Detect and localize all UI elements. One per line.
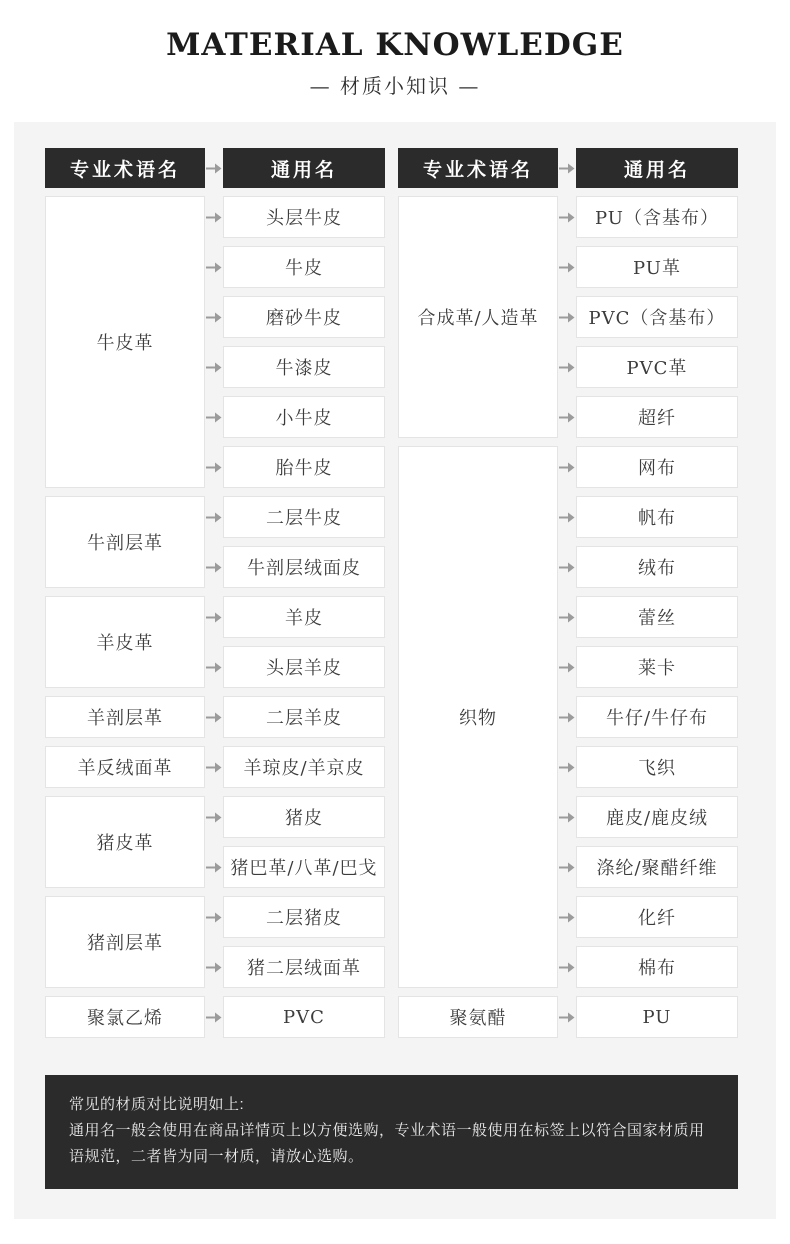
header-term: 专业术语名 xyxy=(398,148,558,188)
header-common: 通用名 xyxy=(576,148,738,188)
common-cell: 超纤 xyxy=(576,396,738,438)
arrow-right-icon xyxy=(558,196,576,238)
common-cell: 磨砂牛皮 xyxy=(223,296,385,338)
header-term: 专业术语名 xyxy=(45,148,205,188)
common-cell: 牛皮 xyxy=(223,246,385,288)
common-cell: 棉布 xyxy=(576,946,738,988)
arrow-right-icon xyxy=(558,696,576,738)
arrow-right-icon xyxy=(205,546,223,588)
term-cell: 猪皮革 xyxy=(45,796,205,888)
common-cell: PU革 xyxy=(576,246,738,288)
arrow-right-icon xyxy=(558,246,576,288)
arrow-right-icon xyxy=(558,746,576,788)
common-cell: 鹿皮/鹿皮绒 xyxy=(576,796,738,838)
common-cell: PVC（含基布） xyxy=(576,296,738,338)
term-cell: 牛皮革 xyxy=(45,196,205,488)
arrow-right-icon xyxy=(205,746,223,788)
arrow-right-icon xyxy=(205,896,223,938)
common-cell: PU（含基布） xyxy=(576,196,738,238)
arrow-right-icon xyxy=(205,196,223,238)
arrow-right-icon xyxy=(205,446,223,488)
arrow-right-icon xyxy=(558,646,576,688)
term-cell: 聚氨醋 xyxy=(398,996,558,1038)
common-cell: 羊琼皮/羊京皮 xyxy=(223,746,385,788)
mapping-tables xyxy=(45,148,745,1038)
arrow-right-icon xyxy=(558,546,576,588)
note-body: 通用名一般会使用在商品详情页上以方便选购，专业术语一般使用在标签上以符合国家材质用语规范，二者皆为同一材质，请放心选购。 xyxy=(69,1122,705,1165)
common-cell: 绒布 xyxy=(576,546,738,588)
page-title: MATERIAL KNOWLEDGE xyxy=(166,27,624,63)
term-cell: 羊反绒面革 xyxy=(45,746,205,788)
mapping-table-right xyxy=(398,148,738,1038)
note-box xyxy=(45,1075,738,1189)
arrow-right-icon xyxy=(558,846,576,888)
title-block xyxy=(0,0,790,100)
arrow-right-icon xyxy=(205,696,223,738)
common-cell: 蕾丝 xyxy=(576,596,738,638)
common-cell: 羊皮 xyxy=(223,596,385,638)
arrow-right-icon xyxy=(558,346,576,388)
common-cell: 牛仔/牛仔布 xyxy=(576,696,738,738)
common-cell: 二层猪皮 xyxy=(223,896,385,938)
common-cell: 头层羊皮 xyxy=(223,646,385,688)
common-cell: 二层羊皮 xyxy=(223,696,385,738)
arrow-right-icon xyxy=(558,596,576,638)
common-cell: 猪二层绒面革 xyxy=(223,946,385,988)
common-cell: 牛漆皮 xyxy=(223,346,385,388)
common-cell: 莱卡 xyxy=(576,646,738,688)
page-subtitle: — 材质小知识 — xyxy=(309,74,481,98)
arrow-right-icon xyxy=(205,946,223,988)
term-cell: 猪剖层革 xyxy=(45,896,205,988)
term-cell: 合成革/人造革 xyxy=(398,196,558,438)
term-cell: 牛剖层革 xyxy=(45,496,205,588)
arrow-right-icon xyxy=(205,596,223,638)
common-cell: PU xyxy=(576,996,738,1038)
arrow-right-icon xyxy=(558,446,576,488)
term-cell: 聚氯乙烯 xyxy=(45,996,205,1038)
common-cell: 帆布 xyxy=(576,496,738,538)
arrow-right-icon xyxy=(558,896,576,938)
arrow-right-icon xyxy=(558,296,576,338)
arrow-right-icon xyxy=(205,246,223,288)
note-line1: 常见的材质对比说明如上: xyxy=(69,1096,245,1113)
arrow-right-icon xyxy=(205,846,223,888)
term-cell: 羊剖层革 xyxy=(45,696,205,738)
arrow-right-icon xyxy=(205,396,223,438)
arrow-right-icon xyxy=(205,296,223,338)
content-panel xyxy=(14,122,776,1219)
common-cell: 化纤 xyxy=(576,896,738,938)
arrow-right-icon xyxy=(558,496,576,538)
term-cell: 羊皮革 xyxy=(45,596,205,688)
arrow-right-icon xyxy=(205,796,223,838)
common-cell: 牛剖层绒面皮 xyxy=(223,546,385,588)
arrow-right-icon xyxy=(205,996,223,1038)
common-cell: 网布 xyxy=(576,446,738,488)
common-cell: 猪皮 xyxy=(223,796,385,838)
arrow-right-icon xyxy=(205,148,223,188)
arrow-right-icon xyxy=(558,396,576,438)
header-common: 通用名 xyxy=(223,148,385,188)
arrow-right-icon xyxy=(205,496,223,538)
mapping-table-left xyxy=(45,148,385,1038)
term-cell: 织物 xyxy=(398,446,558,988)
common-cell: 胎牛皮 xyxy=(223,446,385,488)
arrow-right-icon xyxy=(558,148,576,188)
common-cell: 头层牛皮 xyxy=(223,196,385,238)
common-cell: 猪巴革/八革/巴戈 xyxy=(223,846,385,888)
arrow-right-icon xyxy=(205,346,223,388)
arrow-right-icon xyxy=(558,996,576,1038)
common-cell: 涤纶/聚醋纤维 xyxy=(576,846,738,888)
common-cell: 二层牛皮 xyxy=(223,496,385,538)
common-cell: PVC xyxy=(223,996,385,1038)
arrow-right-icon xyxy=(558,946,576,988)
arrow-right-icon xyxy=(558,796,576,838)
arrow-right-icon xyxy=(205,646,223,688)
common-cell: PVC革 xyxy=(576,346,738,388)
common-cell: 飞织 xyxy=(576,746,738,788)
common-cell: 小牛皮 xyxy=(223,396,385,438)
